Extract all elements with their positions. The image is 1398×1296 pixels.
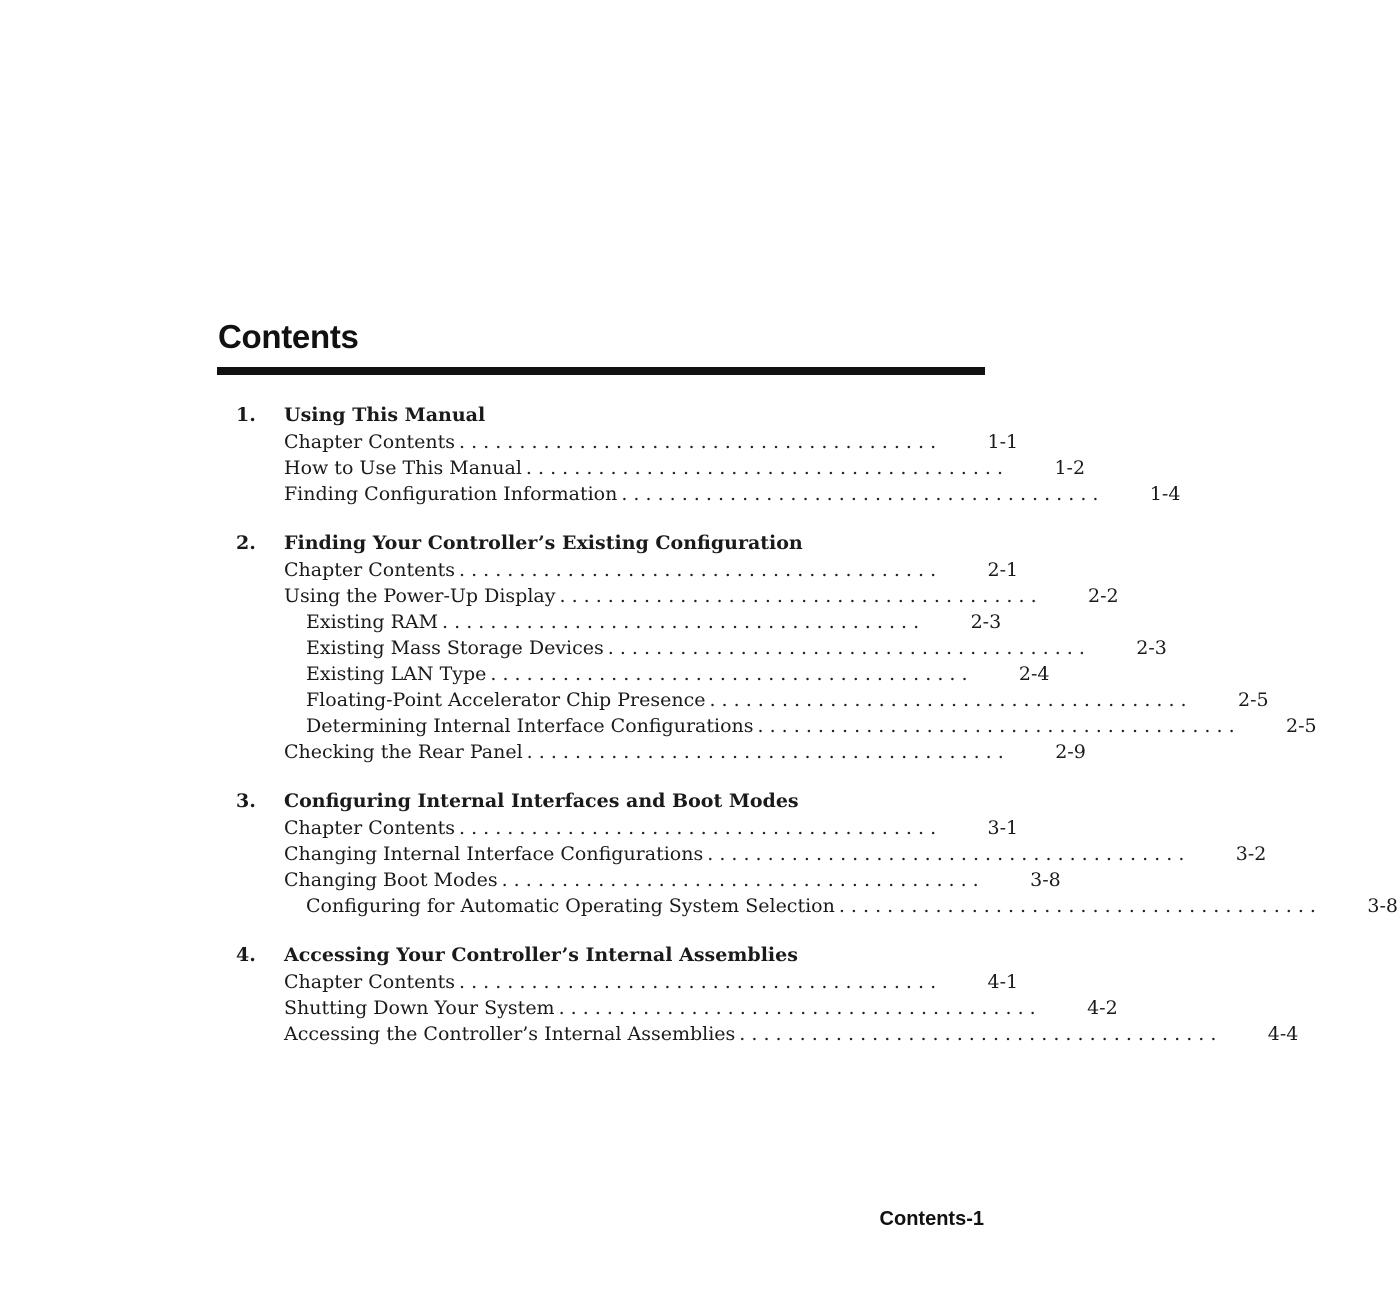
dot-leader: . . . . . . . . . . . . . . . . . . . . . . . . . . . . . . . . . . . . . . . . [458,971,937,993]
entry-title: Changing Internal Interface Configurations [284,843,704,865]
entry-page: 3-2 [1235,843,1267,865]
entry-page: 1-1 [987,431,1019,453]
toc-entry[interactable] [236,455,1086,481]
entry-title: Chapter Contents [284,559,455,581]
dot-leader: . . . . . . . . . . . . . . . . . . . . . . . . . . . . . . . . . . . . . . . . [458,559,937,581]
entry-title: Configuring for Automatic Operating System Selection [306,895,835,917]
entry-title: Chapter Contents [284,817,455,839]
toc-entry[interactable] [236,969,1019,995]
toc-entry[interactable] [236,557,1019,583]
toc-entry[interactable] [236,867,1061,893]
chapter-heading[interactable] [236,942,986,969]
entry-title: Existing LAN Type [306,663,487,685]
dot-leader: . . . . . . . . . . . . . . . . . . . . . . . . . . . . . . . . . . . . . . . . [525,457,1004,479]
entry-page: 3-8 [1030,869,1061,891]
dot-leader: . . . . . . . . . . . . . . . . . . . . . . . . . . . . . . . . . . . . . . . . [607,637,1085,659]
entry-title: Checking the Rear Panel [284,741,523,763]
entry-page: 2-4 [1018,663,1050,685]
chapter-heading[interactable] [236,402,986,429]
chapter-1 [236,402,1181,507]
entry-page: 2-9 [1055,741,1086,763]
entry-page: 4-4 [1267,1023,1299,1045]
chapter-title: Using This Manual [284,404,486,426]
dot-leader: . . . . . . . . . . . . . . . . . . . . . . . . . . . . . . . . . . . . . . . . [757,715,1235,737]
toc-subentry[interactable] [236,713,1317,739]
entry-title: Changing Boot Modes [284,869,498,891]
chapter-title: Accessing Your Controller’s Internal Assemblies [284,944,798,966]
entry-page: 4-2 [1087,997,1118,1019]
entry-title: Existing RAM [306,611,439,633]
entry-title: Shutting Down Your System [284,997,555,1019]
dot-leader: . . . . . . . . . . . . . . . . . . . . . . . . . . . . . . . . . . . . . . . . [707,843,1185,865]
toc-subentry[interactable] [236,635,1167,661]
chapter-2 [236,530,1317,765]
toc-subentry[interactable] [236,661,1050,687]
table-of-contents [236,402,1398,1070]
entry-page: 1-2 [1054,457,1086,479]
toc-entry[interactable] [236,481,1181,507]
dot-leader: . . . . . . . . . . . . . . . . . . . . . . . . . . . . . . . . . . . . . . . . [838,895,1316,917]
toc-subentry[interactable] [236,687,1269,713]
toc-entry[interactable] [236,995,1118,1021]
entry-page: 3-1 [987,817,1019,839]
dot-leader: . . . . . . . . . . . . . . . . . . . . . . . . . . . . . . . . . . . . . . . . [709,689,1187,711]
toc-entry[interactable] [236,815,1019,841]
entry-page: 1-4 [1149,483,1181,505]
chapter-3 [236,788,1398,919]
toc-entry[interactable] [236,583,1119,609]
entry-title: Determining Internal Interface Configurations [306,715,754,737]
page-footer: Contents-1 [879,1208,984,1230]
chapter-4 [236,942,1299,1047]
chapter-heading[interactable] [236,788,986,815]
toc-subentry[interactable] [236,893,1398,919]
entry-page: 4-1 [987,971,1019,993]
chapter-number: 2. [236,532,256,554]
chapter-heading[interactable] [236,530,986,557]
entry-title: Chapter Contents [284,431,455,453]
entry-page: 2-5 [1237,689,1269,711]
dot-leader: . . . . . . . . . . . . . . . . . . . . . . . . . . . . . . . . . . . . . . . . [526,741,1004,763]
dot-leader: . . . . . . . . . . . . . . . . . . . . . . . . . . . . . . . . . . . . . . . . [501,869,979,891]
dot-leader: . . . . . . . . . . . . . . . . . . . . . . . . . . . . . . . . . . . . . . . . [490,663,968,685]
title-rule [217,367,985,375]
dot-leader: . . . . . . . . . . . . . . . . . . . . . . . . . . . . . . . . . . . . . . . . [558,997,1036,1019]
entry-title: Using the Power-Up Display [284,585,556,607]
dot-leader: . . . . . . . . . . . . . . . . . . . . . . . . . . . . . . . . . . . . . . . . [621,483,1099,505]
entry-page: 2-2 [1088,585,1119,607]
chapter-title: Configuring Internal Interfaces and Boot Modes [284,790,799,812]
dot-leader: . . . . . . . . . . . . . . . . . . . . . . . . . . . . . . . . . . . . . . . . [739,1023,1217,1045]
page-title: Contents [218,318,359,355]
toc-entry[interactable] [236,1021,1299,1047]
entry-title: Existing Mass Storage Devices [306,637,604,659]
toc-entry[interactable] [236,739,1086,765]
chapter-number: 4. [236,944,256,966]
entry-title: How to Use This Manual [284,457,522,479]
entry-title: Finding Configuration Information [284,483,618,505]
toc-subentry[interactable] [236,609,1002,635]
entry-page: 2-1 [987,559,1019,581]
entry-title: Floating-Point Accelerator Chip Presence [306,689,706,711]
entry-page: 2-3 [1136,637,1167,659]
dot-leader: . . . . . . . . . . . . . . . . . . . . . . . . . . . . . . . . . . . . . . . . [442,611,920,633]
chapter-number: 3. [236,790,256,812]
entry-title: Accessing the Controller’s Internal Assemblies [284,1023,736,1045]
dot-leader: . . . . . . . . . . . . . . . . . . . . . . . . . . . . . . . . . . . . . . . . [559,585,1037,607]
entry-page: 2-5 [1286,715,1317,737]
chapter-title: Finding Your Controller’s Existing Configuration [284,532,803,554]
entry-page: 3-8 [1367,895,1398,917]
chapter-number: 1. [236,404,256,426]
toc-entry[interactable] [236,429,1019,455]
entry-title: Chapter Contents [284,971,455,993]
dot-leader: . . . . . . . . . . . . . . . . . . . . . . . . . . . . . . . . . . . . . . . . [458,431,937,453]
entry-page: 2-3 [970,611,1002,633]
dot-leader: . . . . . . . . . . . . . . . . . . . . . . . . . . . . . . . . . . . . . . . . [458,817,937,839]
toc-entry[interactable] [236,841,1267,867]
